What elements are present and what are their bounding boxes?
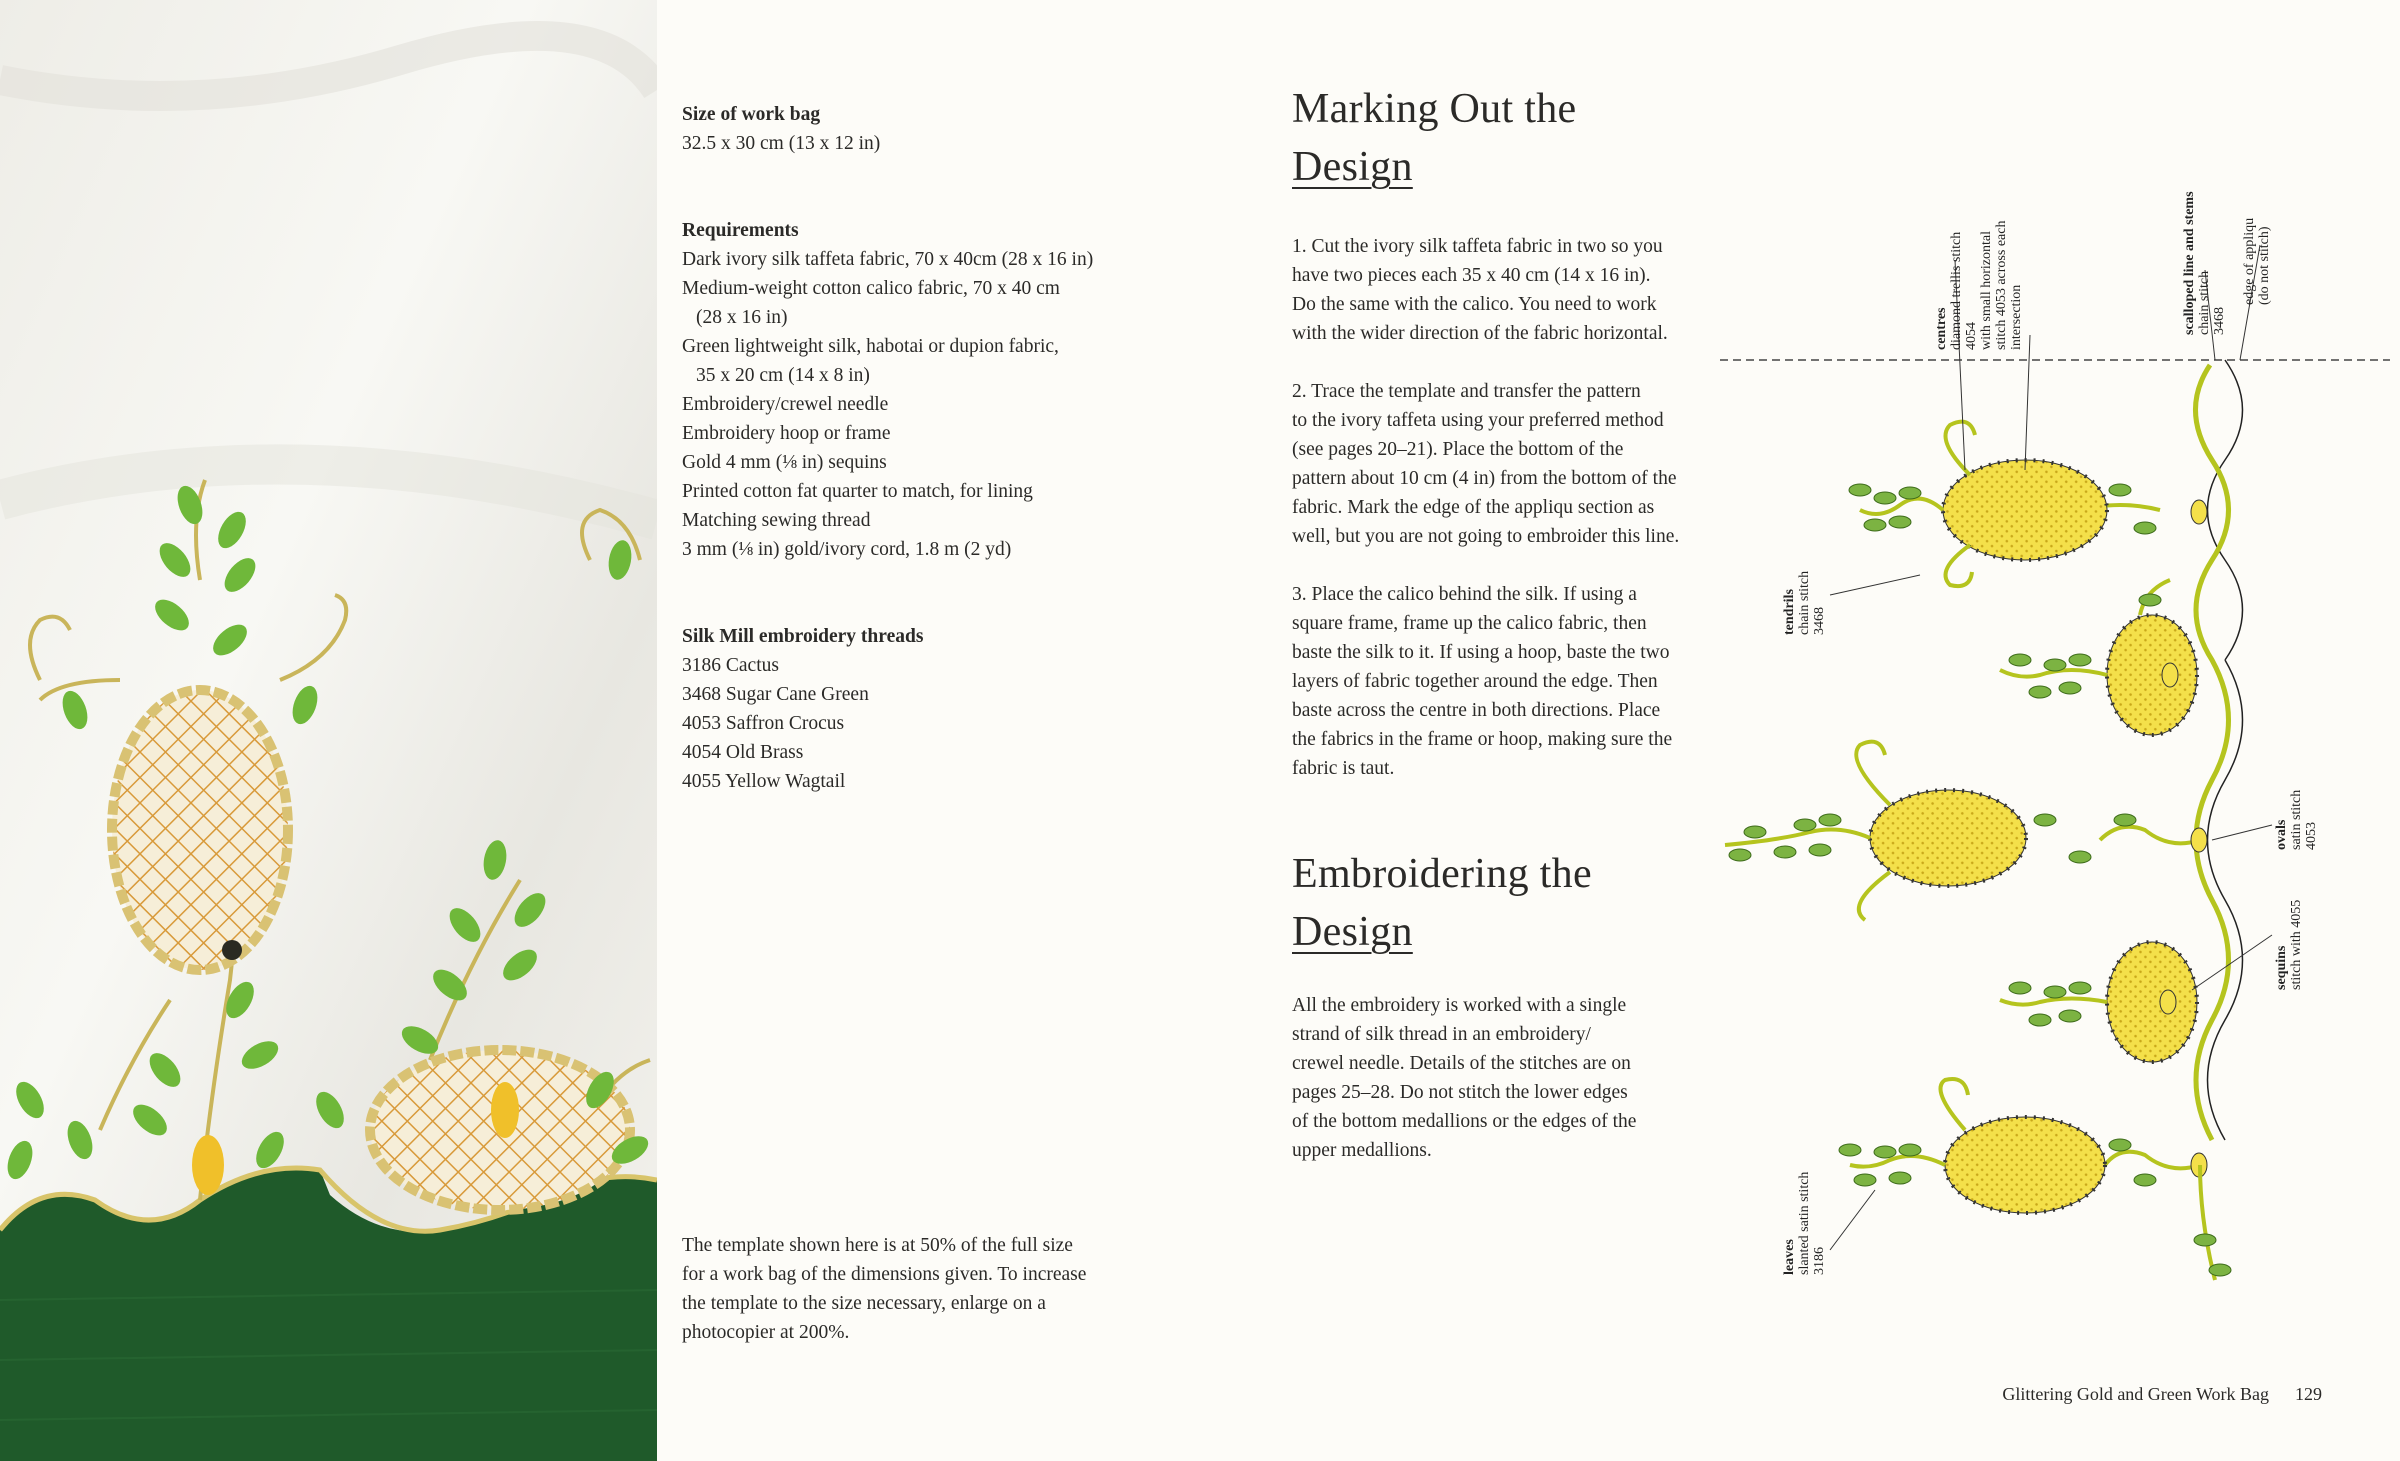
- thread-item: 4053 Saffron Crocus: [682, 713, 845, 734]
- thread-item: 4055 Yellow Wagtail: [682, 771, 846, 792]
- svg-text:scalloped line and stems: scalloped line and stems: [2182, 191, 2197, 335]
- step-line: fabric. Mark the edge of the appliqu section as: [1292, 497, 1655, 518]
- step-line: 2. Trace the template and transfer the pattern: [1292, 381, 1641, 402]
- svg-text:diamond trellis stitch: diamond trellis stitch: [1949, 231, 1964, 350]
- step-line: the fabrics in the frame or hoop, making sure the: [1292, 729, 1673, 750]
- svg-text:satin stitch: satin stitch: [2289, 789, 2304, 850]
- step-2: [1292, 377, 1712, 551]
- requirement-item: (28 x 16 in): [696, 307, 788, 328]
- medallion-3: [1725, 742, 2207, 920]
- svg-text:chain stitch: chain stitch: [2197, 270, 2212, 335]
- svg-text:sequins: sequins: [2274, 945, 2289, 990]
- step-line: baste across the centre in both directions. Place: [1292, 700, 1661, 721]
- note-line: the template to the size necessary, enlarge on a: [682, 1293, 1046, 1314]
- label-sequins: [2274, 900, 2304, 990]
- svg-text:intersection: intersection: [2009, 284, 2024, 350]
- step-line: baste the silk to it. If using a hoop, baste the two: [1292, 642, 1670, 663]
- requirement-item: Matching sewing thread: [682, 510, 871, 531]
- heading-line: Design: [1292, 144, 1413, 190]
- step-line: fabric is taut.: [1292, 758, 1395, 779]
- label-scalloped: [2182, 191, 2227, 335]
- embroidery-photo: [0, 0, 657, 1461]
- threads-heading: Silk Mill embroidery threads: [682, 626, 924, 647]
- step-line: Do the same with the calico. You need to work: [1292, 294, 1657, 315]
- thread-item: 3468 Sugar Cane Green: [682, 684, 869, 705]
- requirement-item: Gold 4 mm (⅛ in) sequins: [682, 452, 887, 473]
- embroidery-template-diagram: [1700, 160, 2400, 1320]
- note-line: The template shown here is at 50% of the full size: [682, 1235, 1073, 1256]
- requirement-item: Dark ivory silk taffeta fabric, 70 x 40cm (28 x 16 in): [682, 249, 1094, 270]
- requirement-item: Printed cotton fat quarter to match, for lining: [682, 481, 1033, 502]
- instructions-column: [1292, 80, 1712, 1165]
- medallion-1: [1849, 422, 2207, 586]
- thread-item: 4054 Old Brass: [682, 742, 804, 763]
- requirements-heading: Requirements: [682, 220, 799, 241]
- requirement-item: 35 x 20 cm (14 x 8 in): [696, 365, 870, 386]
- step-line: with the wider direction of the fabric horizontal.: [1292, 323, 1668, 344]
- size-value: 32.5 x 30 cm (13 x 12 in): [682, 133, 881, 154]
- svg-text:3468: 3468: [1812, 607, 1827, 635]
- requirements-column: [682, 100, 1122, 796]
- page-number: 129: [2295, 1384, 2322, 1404]
- note-line: photocopier at 200%.: [682, 1322, 850, 1343]
- requirement-item: Embroidery hoop or frame: [682, 423, 891, 444]
- svg-text:slanted satin stitch: slanted satin stitch: [1797, 1171, 1812, 1275]
- label-leaves: [1782, 1172, 1827, 1275]
- requirement-item: 3 mm (⅛ in) gold/ivory cord, 1.8 m (2 yd): [682, 539, 1012, 560]
- step-line: (see pages 20–21). Place the bottom of the: [1292, 439, 1624, 460]
- heading-line: Design: [1292, 909, 1413, 955]
- template-note: [682, 1231, 1122, 1347]
- svg-text:centres: centres: [1934, 307, 1949, 350]
- svg-text:stitch 4053 across each: stitch 4053 across each: [1994, 220, 2009, 350]
- step-line: pattern about 10 cm (4 in) from the bottom of the: [1292, 468, 1677, 489]
- label-ovals: [2274, 790, 2319, 850]
- requirement-item: Embroidery/crewel needle: [682, 394, 889, 415]
- svg-text:4053: 4053: [2304, 822, 2319, 850]
- para-line: crewel needle. Details of the stitches are on: [1292, 1053, 1631, 1074]
- svg-text:(do not stitch): (do not stitch): [2257, 226, 2272, 305]
- para-line: strand of silk thread in an embroidery/: [1292, 1024, 1591, 1045]
- embroidering-heading: [1292, 845, 1712, 961]
- requirement-item: Medium-weight cotton calico fabric, 70 x 40 cm: [682, 278, 1060, 299]
- para-line: upper medallions.: [1292, 1140, 1432, 1161]
- svg-text:4054: 4054: [1964, 322, 1979, 350]
- medallion-5: [1839, 1079, 2231, 1280]
- para-line: pages 25–28. Do not stitch the lower edges: [1292, 1082, 1628, 1103]
- label-centres: [1934, 221, 2024, 350]
- svg-text:tendrils: tendrils: [1782, 589, 1797, 635]
- step-3: [1292, 580, 1712, 783]
- heading-line: Marking Out the: [1292, 86, 1577, 132]
- size-heading: Size of work bag: [682, 104, 821, 125]
- thread-item: 3186 Cactus: [682, 655, 779, 676]
- svg-text:with small horizontal: with small horizontal: [1979, 231, 1994, 350]
- step-line: well, but you are not going to embroider this line.: [1292, 526, 1680, 547]
- svg-text:chain stitch: chain stitch: [1797, 570, 1812, 635]
- requirement-item: Green lightweight silk, habotai or dupion fabric,: [682, 336, 1059, 357]
- step-line: square frame, frame up the calico fabric, then: [1292, 613, 1647, 634]
- para-line: of the bottom medallions or the edges of the: [1292, 1111, 1637, 1132]
- embroider-paragraph: [1292, 991, 1712, 1165]
- step-line: have two pieces each 35 x 40 cm (14 x 16 in).: [1292, 265, 1651, 286]
- heading-line: Embroidering the: [1292, 851, 1592, 897]
- svg-text:3186: 3186: [1812, 1247, 1827, 1275]
- footer-title: Glittering Gold and Green Work Bag: [2002, 1384, 2269, 1404]
- page-footer: [2002, 1384, 2322, 1405]
- step-line: 3. Place the calico behind the silk. If using a: [1292, 584, 1637, 605]
- step-line: 1. Cut the ivory silk taffeta fabric in two so you: [1292, 236, 1663, 257]
- step-line: to the ivory taffeta using your preferred method: [1292, 410, 1664, 431]
- svg-text:3468: 3468: [2212, 307, 2227, 335]
- svg-text:edge of appliqu: edge of appliqu: [2242, 217, 2257, 305]
- step-line: layers of fabric together around the edge. Then: [1292, 671, 1658, 692]
- medallion-4: [2000, 942, 2197, 1062]
- label-tendrils: [1782, 571, 1827, 635]
- label-edge: [2242, 218, 2272, 305]
- svg-text:stitch with 4055: stitch with 4055: [2289, 899, 2304, 990]
- medallion-2: [2000, 580, 2197, 735]
- para-line: All the embroidery is worked with a single: [1292, 995, 1627, 1016]
- step-1: [1292, 232, 1712, 348]
- note-line: for a work bag of the dimensions given. To increase: [682, 1264, 1087, 1285]
- marking-out-heading: [1292, 80, 1712, 196]
- svg-text:leaves: leaves: [1782, 1239, 1797, 1275]
- svg-text:ovals: ovals: [2274, 819, 2289, 850]
